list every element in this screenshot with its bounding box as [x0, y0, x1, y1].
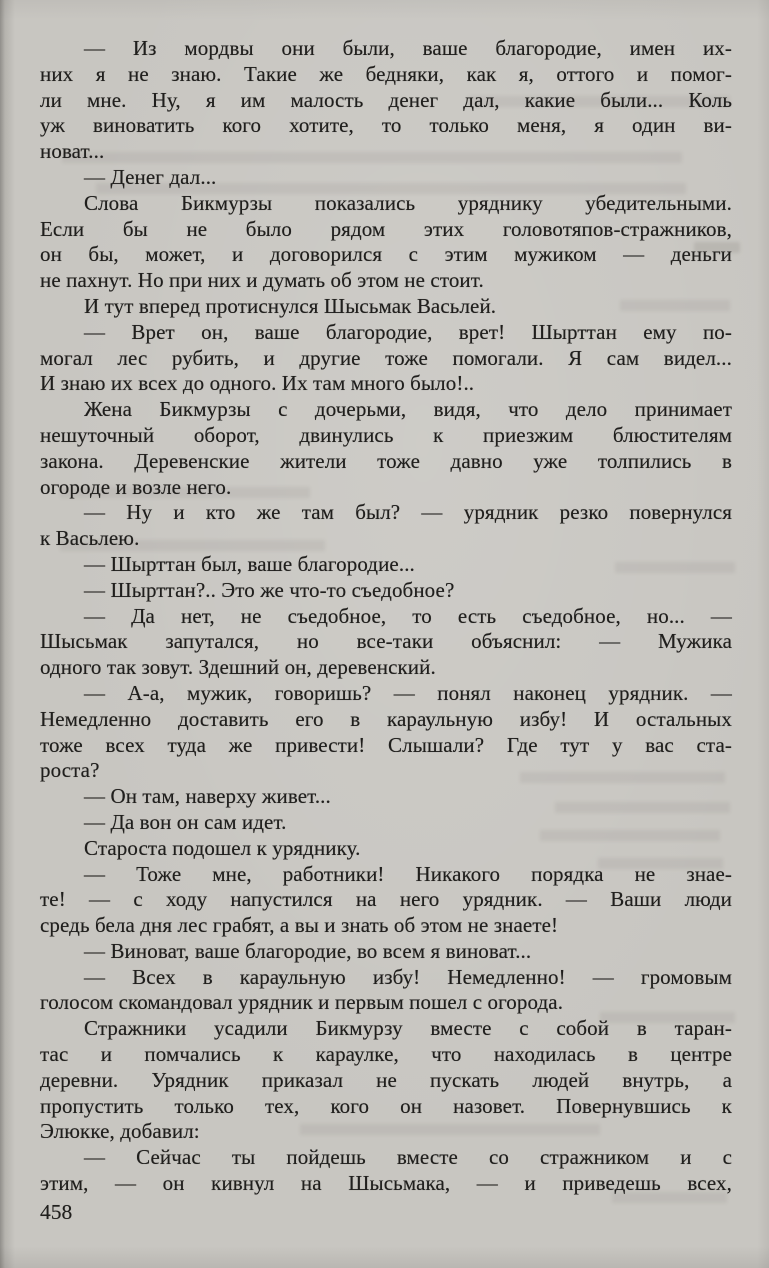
text-line: деревни. Урядник приказал не пускать людей внутрь, а [40, 1067, 732, 1092]
text-line: — Шырттан?.. Это же что-то съедобное? [84, 577, 455, 602]
text-line: — Врет он, ваше благородие, врет! Шырттан ему по- [84, 319, 732, 344]
paragraph [40, 1016, 732, 1145]
text-line: — Он там, наверху живет... [84, 784, 331, 809]
text-line: — Ну и кто же там был? — урядник резко повернулся [84, 500, 732, 525]
paragraph [40, 1145, 732, 1197]
text-line: — Из мордвы они были, ваше благородие, имен их- [84, 36, 732, 60]
paragraph [40, 320, 732, 397]
paragraph [40, 191, 732, 294]
paragraph [40, 836, 732, 862]
text-line: одного так зовут. Здешний он, деревенский. [40, 655, 436, 680]
page-text [40, 36, 732, 1197]
text-line: Немедленно доставить его в караульную избу! И остальных [40, 706, 732, 731]
text-line: — Шырттан был, ваше благородие... [84, 551, 415, 576]
text-line: пропустить только тех, кого он назовет. Повернувшись к [40, 1093, 732, 1118]
text-line: них я не знаю. Такие же бедняки, как я, оттого и помог- [40, 61, 732, 86]
text-line: Элюкке, добавил: [40, 1119, 200, 1144]
text-line: к Васьлею. [40, 526, 140, 551]
text-line: он бы, может, и договорился с этим мужиком — деньги [40, 242, 732, 267]
text-line: — Да нет, не съедобное, то есть съедобное, но... — [84, 603, 732, 628]
text-line: тас и помчались к караулке, что находилась в центре [40, 1042, 732, 1067]
text-line: уж виноватить кого хотите, то только меня, я один ви- [40, 113, 732, 138]
text-line: роста? [40, 758, 100, 783]
text-line: — А-а, мужик, говоришь? — понял наконец урядник. — [84, 680, 732, 705]
text-line: нешуточный оборот, двинулись к приезжим блюстителям [40, 422, 732, 447]
text-line: этим, — он кивнул на Шысьмака, — и приведешь всех, [40, 1171, 732, 1196]
paragraph [40, 36, 732, 165]
text-line: тоже всех туда же привести! Слышали? Где тут у вас ста- [40, 732, 732, 757]
paragraph [40, 862, 732, 939]
text-line: — Денег дал... [84, 164, 217, 189]
paragraph [40, 965, 732, 1017]
text-line: Староста подошел к уряднику. [84, 835, 361, 860]
text-line: огороде и возле него. [40, 474, 232, 499]
paragraph [40, 397, 732, 500]
text-line: — Виноват, ваше благородие, во всем я виноват... [84, 938, 532, 963]
text-line: средь бела дня лес грабят, а вы и знать об этом не знаете! [40, 913, 559, 938]
text-line: ли мне. Ну, я им малость денег дал, какие были... Коль [40, 87, 732, 112]
text-line: могал лес рубить, и другие тоже помогали. Я сам видел... [40, 345, 732, 370]
text-line: Если бы не было рядом этих головотяпов-стражников, [40, 216, 732, 241]
text-line: Стражники усадили Бикмурзу вместе с собой в таран- [84, 1016, 732, 1041]
paragraph [40, 294, 732, 320]
paragraph [40, 604, 732, 681]
text-line: закона. Деревенские жители тоже давно уже толпились в [40, 448, 732, 473]
text-line: Слова Бикмурзы показались уряднику убедительными. [84, 190, 732, 215]
text-line: — Сейчас ты пойдешь вместе со стражником и с [84, 1145, 732, 1170]
text-line: — Всех в караульную избу! Немедленно! — громовым [84, 964, 732, 989]
text-line: Жена Бикмурзы с дочерьми, видя, что дело принимает [84, 397, 732, 422]
paragraph [40, 165, 732, 191]
text-line: — Да вон он сам идет. [84, 809, 287, 834]
text-line: те! — с ходу напустился на него урядник. — Ваши люди [40, 887, 732, 912]
paragraph [40, 500, 732, 552]
text-line: И знаю их всех до одного. Их там много было!.. [40, 371, 475, 396]
text-line: Шысьмак запутался, но все-таки объяснил: — Мужика [40, 629, 732, 654]
page-number: 458 [40, 1200, 73, 1224]
text-line: — Тоже мне, работники! Никакого порядка не знае- [84, 861, 732, 886]
text-line: И тут вперед протиснулся Шысьмак Васьлей. [84, 293, 497, 318]
paragraph [40, 784, 732, 810]
paragraph [40, 939, 732, 965]
text-line: не пахнут. Но при них и думать об этом не стоит. [40, 268, 484, 293]
paragraph [40, 578, 732, 604]
paragraph [40, 681, 732, 784]
paragraph [40, 552, 732, 578]
text-line: новат... [40, 139, 105, 164]
paragraph [40, 810, 732, 836]
text-line: голосом скомандовал урядник и первым пошел с огорода. [40, 990, 564, 1015]
